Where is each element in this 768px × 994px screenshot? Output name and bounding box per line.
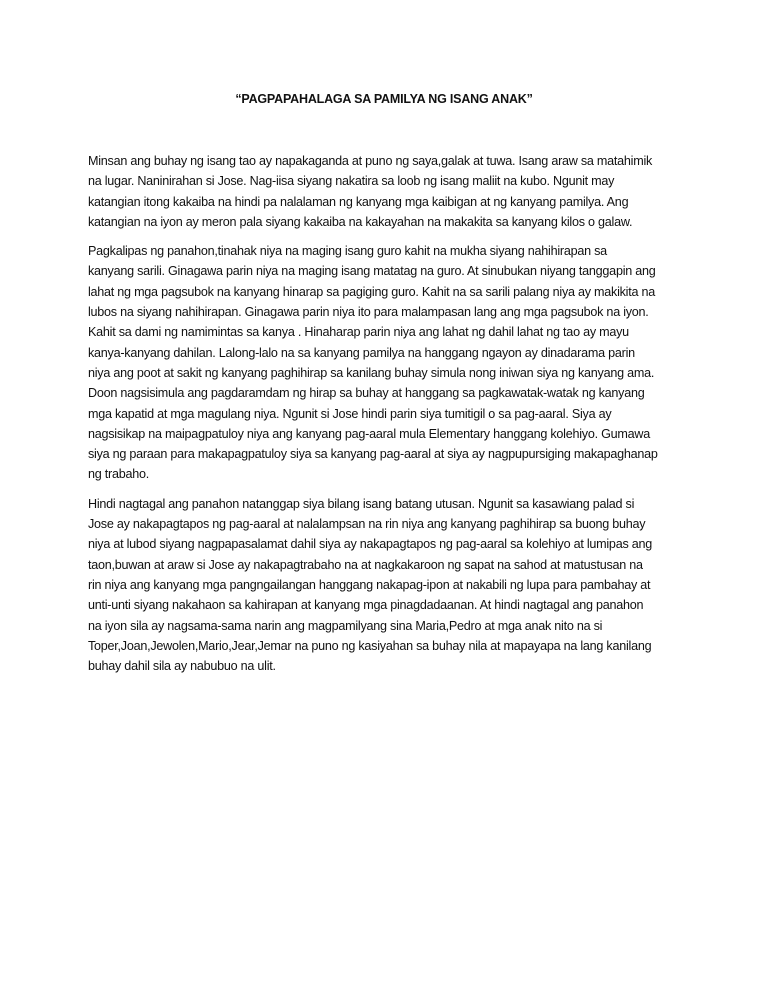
paragraph-1: [88, 151, 684, 232]
text-line: Pagkalipas ng panahon,tinahak niya na maging isang guro kahit na mukha siyang nahihirapan sa: [88, 244, 607, 259]
text-line: lubos na siyang nahihirapan. Ginagawa parin niya ito para malampasan lang ang mga pagsubok na iyon.: [88, 305, 649, 320]
text-line: buhay dahil sila ay nabubuo na ulit.: [88, 659, 276, 674]
text-line: niya ang poot at sakit ng kanyang paghihirap sa kanilang buhay simula nong iniwan siya ng kanyang ama.: [88, 365, 655, 380]
text-line: nagsisikap na maipagpatuloy niya ang kanyang pag-aaral mula Elementary hanggang kolehiyo. Gumawa: [88, 426, 650, 441]
text-line: kanyang sarili. Ginagawa parin niya na maging isang matatag na guro. At sinubukan niyang tanggapin ang: [88, 264, 656, 279]
text-line: Kahit sa dami ng namimintas sa kanya . Hinaharap parin niya ang lahat ng dahil lahat ng tao ay mayu: [88, 325, 629, 340]
text-line: Doon nagsisimula ang pagdaramdam ng hirap sa buhay at hanggang sa pagkawatak-watak ng kanyang: [88, 386, 645, 401]
text-line: ng trabaho.: [88, 467, 149, 482]
paragraph-2: [88, 241, 684, 485]
text-line: kanya-kanyang dahilan. Lalong-lalo na sa kanyang pamilya na hanggang ngayon ay dinadarama parin: [88, 345, 635, 360]
text-line: mga kapatid at mga magulang niya. Ngunit si Jose hindi parin siya tumitigil o sa pag-aaral. Siya ay: [88, 406, 612, 421]
text-line: katangian itong kakaiba na hindi pa nalalaman ng kanyang mga kaibigan at ng kanyang pamilya. Ang: [88, 194, 629, 209]
text-line: katangian na iyon ay meron pala siyang kakaiba na kakayahan na makakita sa kanyang kilos o galaw.: [88, 214, 633, 229]
text-line: na lugar. Naninirahan si Jose. Nag-iisa siyang nakatira sa loob ng isang maliit na kubo. Ngunit may: [88, 174, 615, 189]
text-line: Jose ay nakapagtapos ng pag-aaral at nalalampsan na rin niya ang kanyang paghihirap sa buong buhay: [88, 517, 646, 532]
text-line: siya ng paraan para makapagpatuloy siya sa kanyang pag-aaral at siya ay nagpupursiging makapaghanap: [88, 447, 658, 462]
text-line: unti-unti siyang nakahaon sa kahirapan at kanyang mga pinagdadaanan. At hindi nagtagal ang panahon: [88, 598, 644, 613]
text-line: Toper,Joan,Jewolen,Mario,Jear,Jemar na puno ng kasiyahan sa buhay nila at mapayapa na lang kanilang: [88, 638, 652, 653]
text-line: lahat ng mga pagsubok na kanyang hinarap sa pagiging guro. Kahit na sa sarili palang niya ay makikita na: [88, 284, 655, 299]
text-line: Minsan ang buhay ng isang tao ay napakaganda at puno ng saya,galak at tuwa. Isang araw sa matahimik: [88, 154, 653, 168]
text-line: taon,buwan at araw si Jose ay nakapagtrabaho na at nagkakaroon ng sapat na sahod at matustusan na: [88, 557, 643, 572]
text-line: Hindi nagtagal ang panahon natanggap siya bilang isang batang utusan. Ngunit sa kasawiang palad si: [88, 496, 635, 511]
text-line: niya at lubod siyang nagpapasalamat dahil siya ay nakapagtapos ng pag-aaral sa kolehiyo at lumipas ang: [88, 537, 653, 552]
document-title: “PAGPAPAHALAGA SA PAMILYA NG ISANG ANAK”: [235, 92, 533, 106]
document-body: [88, 151, 684, 685]
text-line: rin niya ang kanyang mga pangngailangan hanggang nakapag-ipon at nakabili ng lupa para pambahay at: [88, 577, 651, 592]
paragraph-3: [88, 494, 684, 677]
text-line: na iyon sila ay nagsama-sama narin ang magpamilyang sina Maria,Pedro at mga anak nito na si: [88, 618, 603, 633]
